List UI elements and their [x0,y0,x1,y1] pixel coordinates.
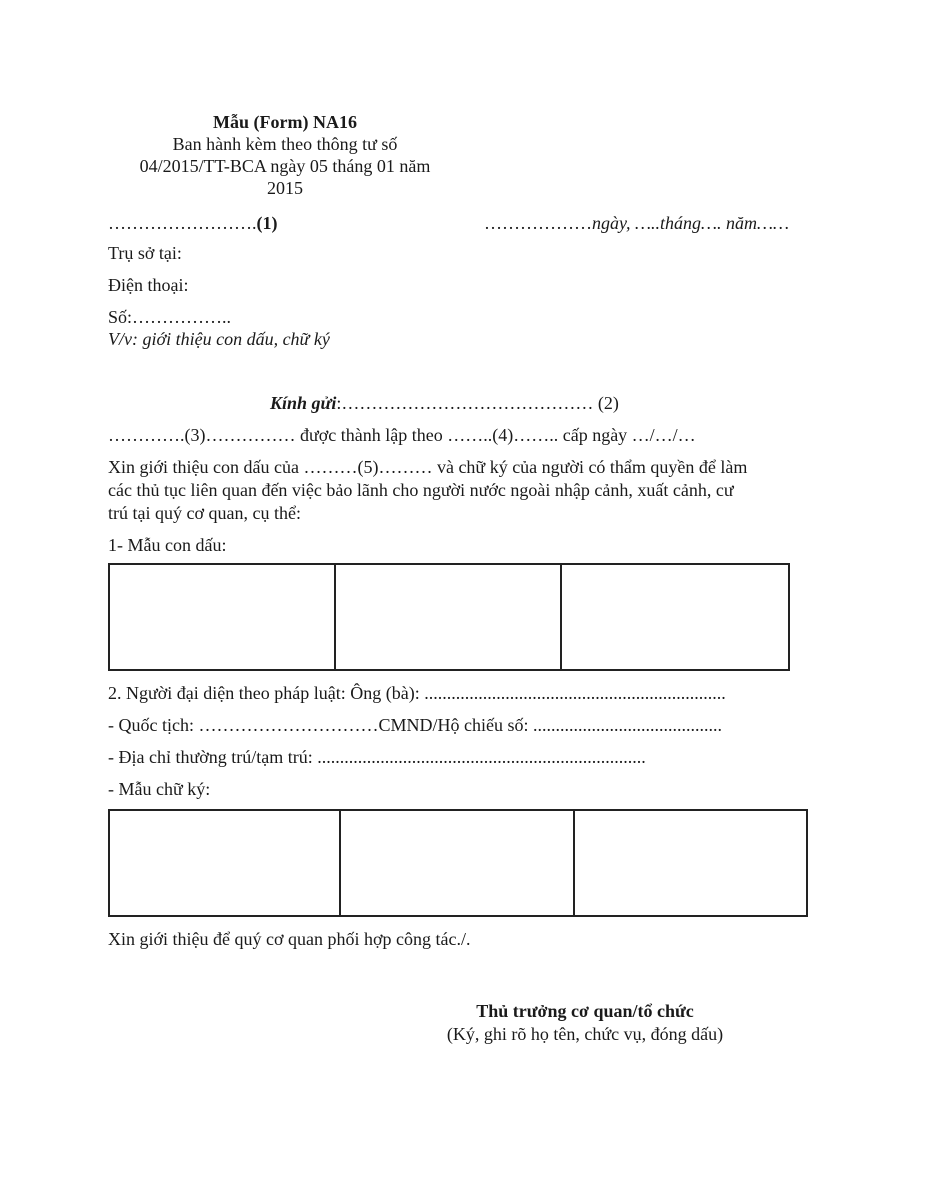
signature-sample-table [108,809,808,917]
intro-line-1: Xin giới thiệu con dấu của ………(5)……… và chữ ký của người có thẩm quyền để làm [108,457,748,477]
org-name-ref: (1) [256,213,278,233]
residence-address-line: - Địa chỉ thường trú/tạm trú: ......................................................................... [108,747,646,767]
seal-sample-cell-1[interactable] [109,564,335,670]
signature-sample-label: - Mẫu chữ ký: [108,779,211,799]
form-title: Mẫu (Form) NA16 [213,112,357,132]
seal-sample-cell-2[interactable] [335,564,562,670]
intro-line-3: trú tại quý cơ quan, cụ thể: [108,503,301,523]
org-name-blank: ……………………. [108,213,257,233]
legal-rep-line: 2. Người đại diện theo pháp luật: Ông (bà): ................................................................... [108,683,726,703]
issued-line-3: 2015 [267,178,303,198]
date-text: ngày, …..tháng…. năm…… [592,213,790,233]
date-blank: ……………… [484,213,592,233]
signature-sample-cell-2[interactable] [340,810,573,916]
issued-line-1: Ban hành kèm theo thông tư số [172,134,398,154]
issued-line-2: 04/2015/TT-BCA ngày 05 tháng 01 năm [139,156,431,176]
intro-line-2: các thủ tục liên quan đến việc bảo lãnh cho người nước ngoài nhập cảnh, xuất cảnh, cư [108,480,734,500]
nationality-line: - Quốc tịch: …………………………CMND/Hộ chiếu số: .......................................... [108,715,722,735]
date-line [484,213,789,234]
seal-sample-label: 1- Mẫu con dấu: [108,535,227,555]
seal-sample-table [108,563,790,671]
recipient-blank: :…………………………………… (2) [336,393,619,413]
established-line: ………….(3)…………… được thành lập theo ……..(4)…….. cấp ngày …/…/… [108,425,696,445]
org-address-label: Trụ sở tại: [108,243,182,263]
recipient-label: Kính gửi [270,393,337,413]
subject-line: V/v: giới thiệu con dấu, chữ ký [108,329,330,349]
doc-number-label: Số:…………….. [108,307,232,327]
org-phone-label: Điện thoại: [108,275,189,295]
closing-line: Xin giới thiệu để quý cơ quan phối hợp công tác./. [108,929,471,949]
seal-sample-cell-3[interactable] [561,564,789,670]
recipient-line [270,393,619,414]
signatory-title: Thủ trưởng cơ quan/tổ chức [476,1001,694,1021]
org-name-line [108,213,278,234]
signatory-note: (Ký, ghi rõ họ tên, chức vụ, đóng dấu) [446,1024,724,1044]
signature-sample-cell-1[interactable] [109,810,340,916]
signature-sample-cell-3[interactable] [574,810,807,916]
